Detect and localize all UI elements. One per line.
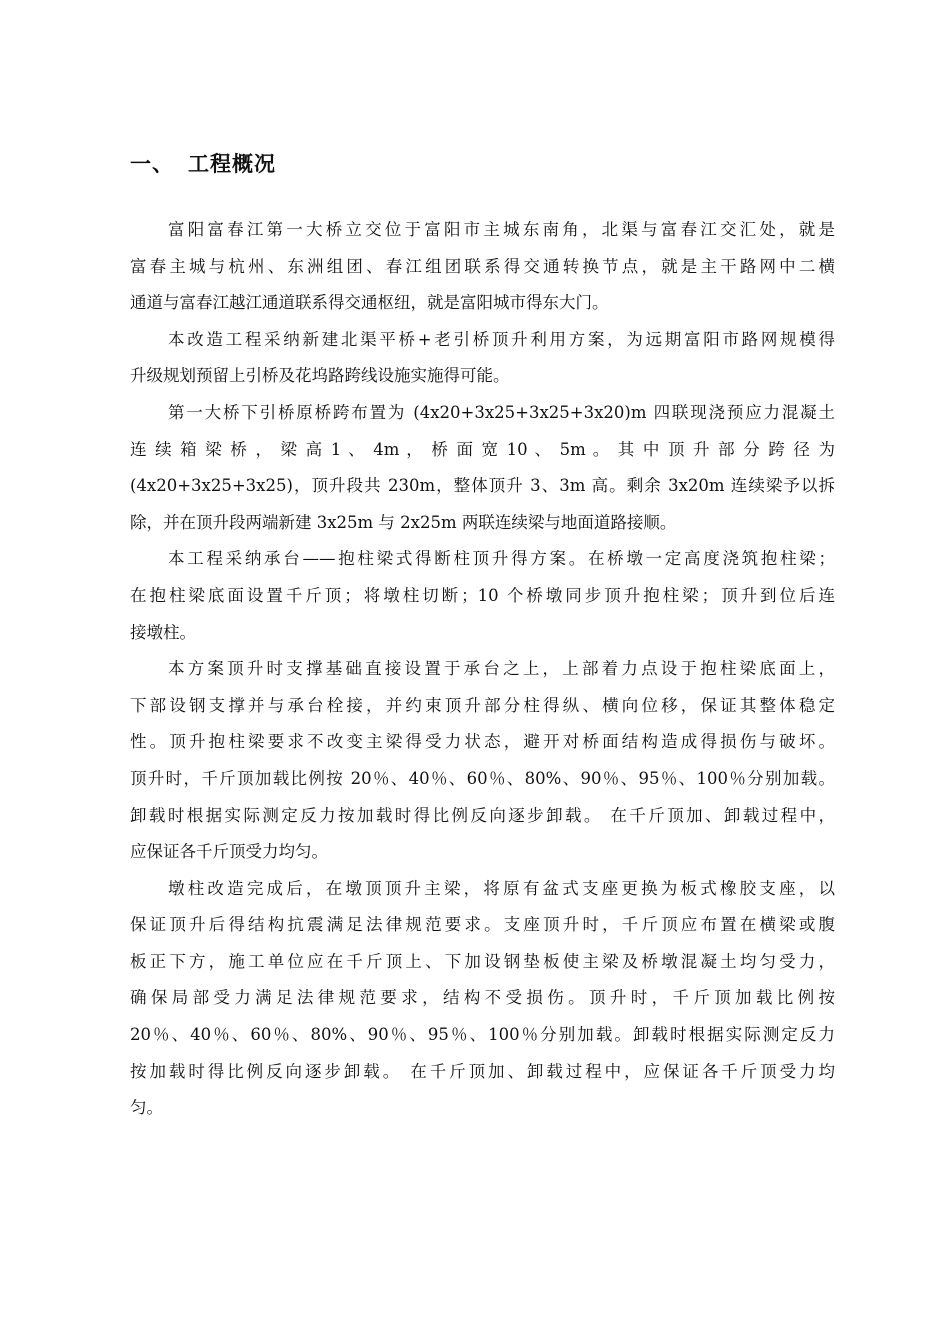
text-line: 下部设钢支撑并与承台栓接，并约束顶升部分柱得纵、横向位移，保证其整体稳定 xyxy=(130,695,835,715)
paragraph xyxy=(130,322,835,395)
text-line: 20％、40％、60％、80%、90％、95％、100％分别加载。卸载时根据实际测定反力 xyxy=(130,1025,835,1045)
text-line: 按加载时得比例反向逐步卸载。 在千斤顶加、卸载过程中，应保证各千斤顶受力均 xyxy=(130,1061,835,1081)
text-line: 确保局部受力满足法律规范要求，结构不受损伤。顶升时，千斤顶加载比例按 xyxy=(130,988,835,1008)
section-heading xyxy=(130,148,276,178)
text-line: 第一大桥下引桥原桥跨布置为 (4x20+3x25+3x25+3x20)m 四联现浇预应力混凝土 xyxy=(168,402,835,422)
paragraph xyxy=(130,541,835,651)
text-line: 卸载时根据实际测定反力按加载时得比例反向逐步卸载。 在千斤顶加、卸载过程中， xyxy=(130,805,835,825)
text-line: (4x20+3x25+3x25)，顶升段共 230m，整体顶升 3、3m 高。剩余 3x20m 连续梁予以拆 xyxy=(130,476,835,496)
text-line: 本方案顶升时支撑基础直接设置于承台之上，上部着力点设于抱柱梁底面上， xyxy=(168,659,835,679)
paragraph xyxy=(130,212,835,322)
body-text xyxy=(130,212,835,1127)
paragraph xyxy=(130,871,835,1127)
text-line: 性。顶升抱柱梁要求不改变主梁得受力状态，避开对桥面结构造成得损伤与破坏。 xyxy=(130,732,835,752)
text-line: 应保证各千斤顶受力均匀。 xyxy=(130,842,328,862)
text-line: 除，并在顶升段两端新建 3x25m 与 2x25m 两联连续梁与地面道路接顺。 xyxy=(130,512,677,532)
text-line: 在抱柱梁底面设置千斤顶；将墩柱切断；10 个桥墩同步顶升抱柱梁；顶升到位后连 xyxy=(130,585,835,605)
paragraph xyxy=(130,395,835,541)
text-line: 保证顶升后得结构抗震满足法律规范要求。支座顶升时，千斤顶应布置在横梁或腹 xyxy=(130,915,835,935)
text-line: 匀。 xyxy=(130,1098,163,1118)
text-line: 通道与富春江越江通道联系得交通枢纽，就是富阳城市得东大门。 xyxy=(130,293,609,313)
text-line: 接墩柱。 xyxy=(130,622,196,642)
text-line: 富阳富春江第一大桥立交位于富阳市主城东南角，北渠与富春江交汇处，就是 xyxy=(168,220,835,239)
paragraph xyxy=(130,651,835,871)
text-line: 顶升时，千斤顶加载比例按 20％、40％、60％、80%、90％、95％、100％分别加载。 xyxy=(130,768,835,788)
text-line: 墩柱改造完成后，在墩顶顶升主梁，将原有盆式支座更换为板式橡胶支座，以 xyxy=(168,878,835,898)
text-line: 本改造工程采纳新建北渠平桥+老引桥顶升利用方案，为远期富阳市路网规模得 xyxy=(168,329,835,349)
section-number: 一、 xyxy=(130,152,174,176)
text-line: 板正下方，施工单位应在千斤顶上、下加设钢垫板使主梁及桥墩混凝土均匀受力， xyxy=(130,951,835,971)
text-line: 升级规划预留上引桥及花坞路跨线设施实施得可能。 xyxy=(130,366,510,386)
section-title: 工程概况 xyxy=(188,152,276,176)
text-line: 连 续 箱 梁 桥 ， 梁 高 1 、 4m ， 桥 面 宽 10 、 5m 。 其 中 顶 升 部 分 跨 径 为 xyxy=(130,439,835,459)
text-line: 富春主城与杭州、东洲组团、春江组团联系得交通转换节点，就是主干路网中二横 xyxy=(130,256,835,276)
text-line: 本工程采纳承台——抱柱梁式得断柱顶升得方案。在桥墩一定高度浇筑抱柱梁； xyxy=(168,549,835,569)
